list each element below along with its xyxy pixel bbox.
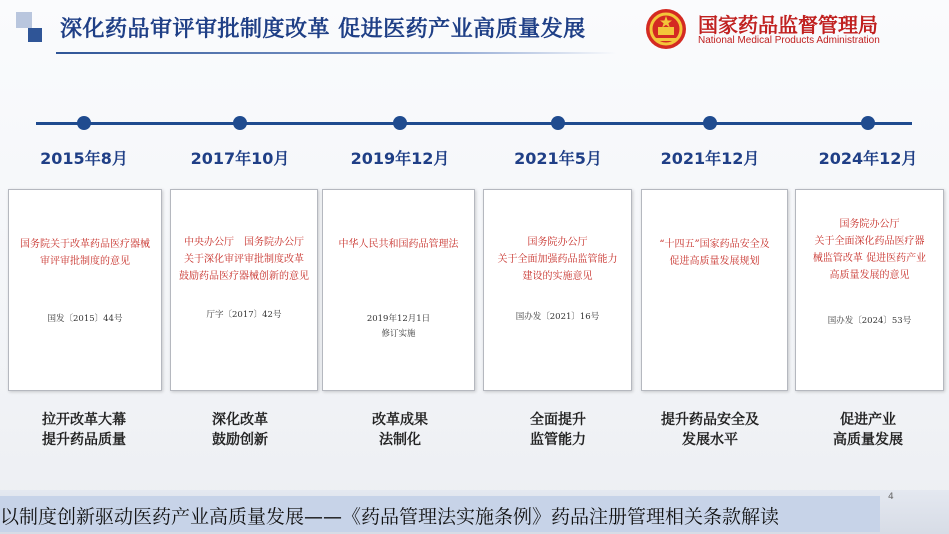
document-number [490,310,625,325]
milestone-caption-line: 高质量发展 [833,432,903,448]
milestone-caption-line: 促进产业 [840,412,896,428]
timeline-date: 2017年10月 [190,149,290,168]
policy-document-thumbnail[interactable] [483,189,632,391]
agency-name-english: National Medical Products Administration [698,35,880,46]
milestone-caption-line: 改革成果 [372,412,428,428]
document-number-line: 国发〔2015〕44号 [47,314,123,324]
policy-document-thumbnail[interactable] [795,189,944,391]
timeline-dot [393,116,407,130]
document-number-line: 厅字〔2017〕42号 [206,310,282,320]
milestone-caption-line: 鼓励创新 [212,432,268,448]
timeline-dot [77,116,91,130]
video-subtitle: 以制度创新驱动医药产业高质量发展——《药品管理法实施条例》药品注册管理相关条款解读 [0,506,780,528]
milestone-caption [635,410,785,450]
document-title-line: 审评审批制度的意见 [40,256,130,267]
decorative-square [28,28,42,42]
document-number-line: 国办发〔2021〕16号 [515,312,600,322]
agency-name: 国家药品监督管理局 [698,13,878,37]
policy-document-thumbnail[interactable] [170,189,318,391]
document-title-line: 国务院办公厅 [839,219,900,230]
timeline-date: 2015年8月 [40,149,128,168]
milestone-caption [325,410,475,450]
document-title-line: 中华人民共和国药品管理法 [338,239,459,250]
document-title-line: 建设的实施意见 [522,271,593,282]
document-number-line: 2019年12月1日 [366,314,431,324]
document-title-line: 促进高质量发展规划 [669,256,760,267]
document-title-line: 关于深化审评审批制度改革 [184,254,304,265]
policy-document-thumbnail[interactable] [8,189,162,391]
policy-document-thumbnail[interactable] [641,189,788,391]
document-number-line: 国办发〔2024〕53号 [827,316,912,326]
document-number [15,312,155,327]
milestone-caption-line: 全面提升 [530,412,586,428]
document-title [802,216,937,284]
page-number: 4 [888,492,894,502]
document-title-line: “十四五”国家药品安全及 [659,239,770,250]
document-title [177,234,311,285]
timeline-line [36,122,912,125]
document-title-line: 鼓励药品医疗器械创新的意见 [179,271,309,282]
document-title-line: 国务院办公厅 [527,237,588,248]
timeline-dot [861,116,875,130]
milestone-caption-line: 监管能力 [530,432,586,448]
milestone-caption-line: 拉开改革大幕 [42,412,126,428]
milestone-caption-line: 深化改革 [212,412,268,428]
document-title [15,236,155,270]
policy-document-thumbnail[interactable] [322,189,475,391]
document-title [490,234,625,285]
timeline-date: 2021年5月 [514,149,602,168]
milestone-caption-line: 提升药品质量 [42,432,126,448]
document-title [648,236,781,270]
timeline-dot [233,116,247,130]
milestone-caption [793,410,943,450]
milestone-caption [165,410,315,450]
document-title-line: 关于全面深化药品医疗器 [814,236,925,247]
title-underline [56,52,616,54]
decorative-square [16,12,32,28]
document-number-line: 修订实施 [381,329,416,339]
timeline-date: 2019年12月 [350,149,450,168]
timeline-dot [551,116,565,130]
milestone-caption-line: 法制化 [379,432,421,448]
milestone-caption-line: 发展水平 [682,432,738,448]
slide-title: 深化药品审评审批制度改革 促进医药产业高质量发展 [60,17,586,42]
milestone-caption [483,410,633,450]
milestone-caption-line: 提升药品安全及 [661,412,759,428]
document-number [177,308,311,323]
timeline-date: 2021年12月 [660,149,760,168]
document-title-line: 中央办公厅 国务院办公厅 [184,237,304,248]
document-title-line: 关于全面加强药品监管能力 [497,254,618,265]
timeline-date: 2024年12月 [818,149,918,168]
document-title-line: 高质量发展的意见 [829,270,910,281]
document-number [329,312,468,342]
document-number [802,314,937,329]
document-title-line: 械监管改革 促进医药产业 [812,253,927,264]
timeline-dot [703,116,717,130]
document-title-line: 国务院关于改革药品医疗器械 [20,239,150,250]
milestone-caption [9,410,159,450]
document-title [329,236,468,253]
national-emblem-icon [645,8,687,50]
